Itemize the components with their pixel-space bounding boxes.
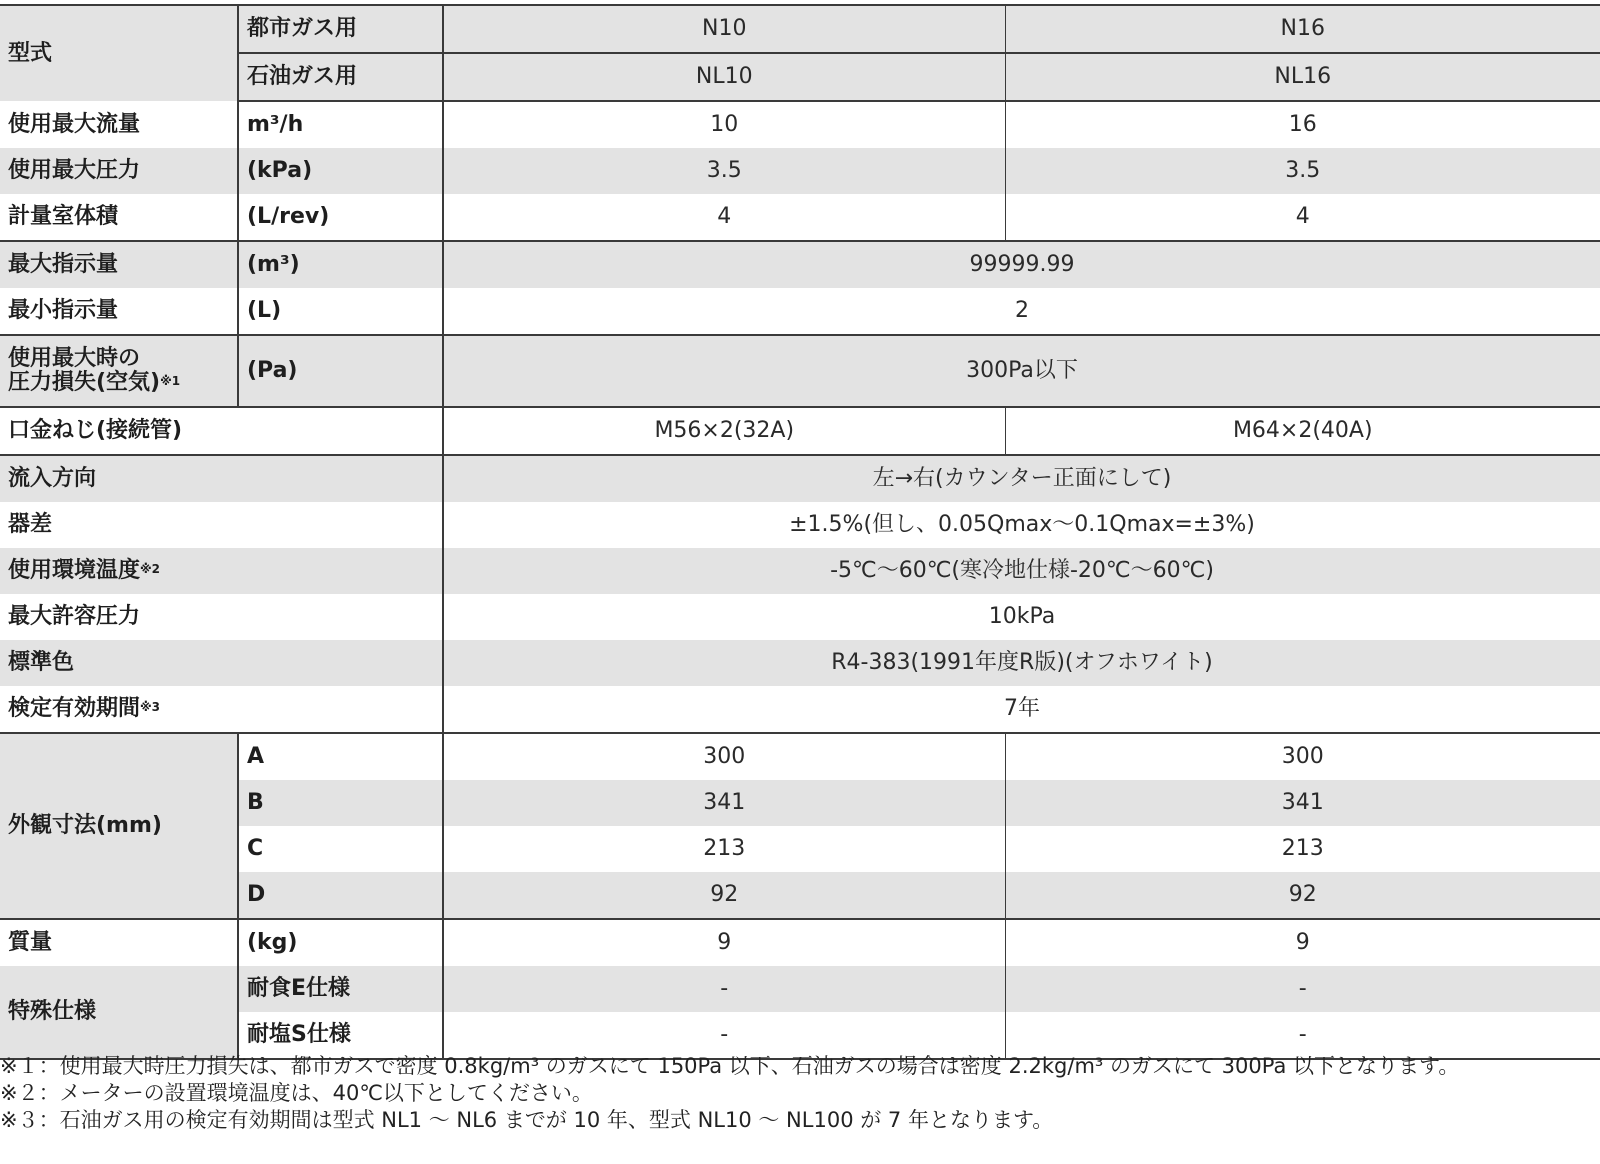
max-allowable-label: 最大許容圧力 [0, 594, 443, 640]
pressure-loss-label-line2: 圧力損失(空気) [8, 370, 161, 395]
note-ref-2: ※2 [140, 562, 161, 576]
temperature-label [0, 548, 443, 594]
mass-n10: 9 [443, 919, 1005, 966]
error-label: 器差 [0, 502, 443, 548]
min-indication-value: 2 [443, 288, 1600, 335]
thread-n16: M64×2(40A) [1005, 407, 1600, 455]
special-e-n16: - [1005, 966, 1600, 1012]
special-key-e: 耐食E仕様 [238, 966, 443, 1012]
dimension-a-n16: 300 [1005, 733, 1600, 780]
note-ref-1: ※1 [160, 374, 181, 388]
mass-label: 質量 [0, 919, 238, 966]
special-s-n10: - [443, 1012, 1005, 1059]
thread-label: 口金ねじ(接続管) [0, 407, 443, 455]
flow-direction-value: 左→右(カウンター正面にして) [443, 455, 1600, 502]
special-e-n10: - [443, 966, 1005, 1012]
min-indication-unit: (L) [238, 288, 443, 335]
dimension-a-n10: 300 [443, 733, 1005, 780]
pressure-loss-value: 300Pa以下 [443, 335, 1600, 407]
validity-label-text: 検定有効期間 [8, 696, 141, 721]
footnote-3: ※３：石油ガス用の検定有効期間は型式 NL1 ～ NL6 までが 10 年、型式 NL10 ～ NL100 が 7 年となります。 [0, 1108, 1054, 1132]
spec-table [0, 4, 1600, 1060]
dimension-b-n10: 341 [443, 780, 1005, 826]
dimension-key-a: A [238, 733, 443, 780]
dimension-c-n16: 213 [1005, 826, 1600, 872]
dimension-key-c: C [238, 826, 443, 872]
special-s-n16: - [1005, 1012, 1600, 1059]
max-indication-value: 99999.99 [443, 241, 1600, 288]
max-flow-n10: 10 [443, 101, 1005, 148]
error-value: ±1.5%(但し、0.05Qmax～0.1Qmax=±3%) [443, 502, 1600, 548]
chamber-volume-n16: 4 [1005, 194, 1600, 241]
mass-n16: 9 [1005, 919, 1600, 966]
city-gas-label: 都市ガス用 [238, 5, 443, 53]
dimension-key-d: D [238, 872, 443, 919]
footnotes [0, 1053, 1459, 1134]
max-indication-unit: (m³) [238, 241, 443, 288]
dimension-c-n10: 213 [443, 826, 1005, 872]
max-pressure-label: 使用最大圧力 [0, 148, 238, 194]
max-flow-n16: 16 [1005, 101, 1600, 148]
max-allowable-value: 10kPa [443, 594, 1600, 640]
mass-unit: (kg) [238, 919, 443, 966]
std-color-label: 標準色 [0, 640, 443, 686]
special-key-s: 耐塩S仕様 [238, 1012, 443, 1059]
validity-value: 7年 [443, 686, 1600, 733]
model-nl16: NL16 [1005, 53, 1600, 101]
max-pressure-unit: (kPa) [238, 148, 443, 194]
thread-n10: M56×2(32A) [443, 407, 1005, 455]
chamber-volume-unit: (L/rev) [238, 194, 443, 241]
dimension-b-n16: 341 [1005, 780, 1600, 826]
dimension-d-n10: 92 [443, 872, 1005, 919]
pressure-loss-label [0, 335, 238, 407]
temperature-value: -5℃～60℃(寒冷地仕様-20℃～60℃) [443, 548, 1600, 594]
chamber-volume-label: 計量室体積 [0, 194, 238, 241]
note-ref-3: ※3 [140, 700, 161, 714]
flow-direction-label: 流入方向 [0, 455, 443, 502]
max-flow-unit: m³/h [238, 101, 443, 148]
dimension-d-n16: 92 [1005, 872, 1600, 919]
model-n10: N10 [443, 5, 1005, 53]
footnote-1: ※１：使用最大時圧力損失は、都市ガスで密度 0.8kg/m³ のガスにて 150Pa 以下、石油ガスの場合は密度 2.2kg/m³ のガスにて 300Pa 以下となります。 [0, 1054, 1460, 1078]
dimension-key-b: B [238, 780, 443, 826]
validity-label [0, 686, 443, 733]
special-label: 特殊仕様 [0, 966, 238, 1059]
max-pressure-n16: 3.5 [1005, 148, 1600, 194]
chamber-volume-n10: 4 [443, 194, 1005, 241]
max-pressure-n10: 3.5 [443, 148, 1005, 194]
pressure-loss-unit: (Pa) [238, 335, 443, 407]
lp-gas-label: 石油ガス用 [238, 53, 443, 101]
footnote-2: ※２：メーターの設置環境温度は、40℃以下としてください。 [0, 1081, 593, 1105]
min-indication-label: 最小指示量 [0, 288, 238, 335]
dimensions-label: 外観寸法(mm) [0, 733, 238, 919]
max-indication-label: 最大指示量 [0, 241, 238, 288]
model-nl10: NL10 [443, 53, 1005, 101]
temperature-label-text: 使用環境温度 [8, 558, 141, 583]
std-color-value: R4-383(1991年度R版)(オフホワイト) [443, 640, 1600, 686]
max-flow-label: 使用最大流量 [0, 101, 238, 148]
model-label: 型式 [0, 5, 238, 101]
pressure-loss-label-line1: 使用最大時の [8, 346, 141, 371]
model-n16: N16 [1005, 5, 1600, 53]
